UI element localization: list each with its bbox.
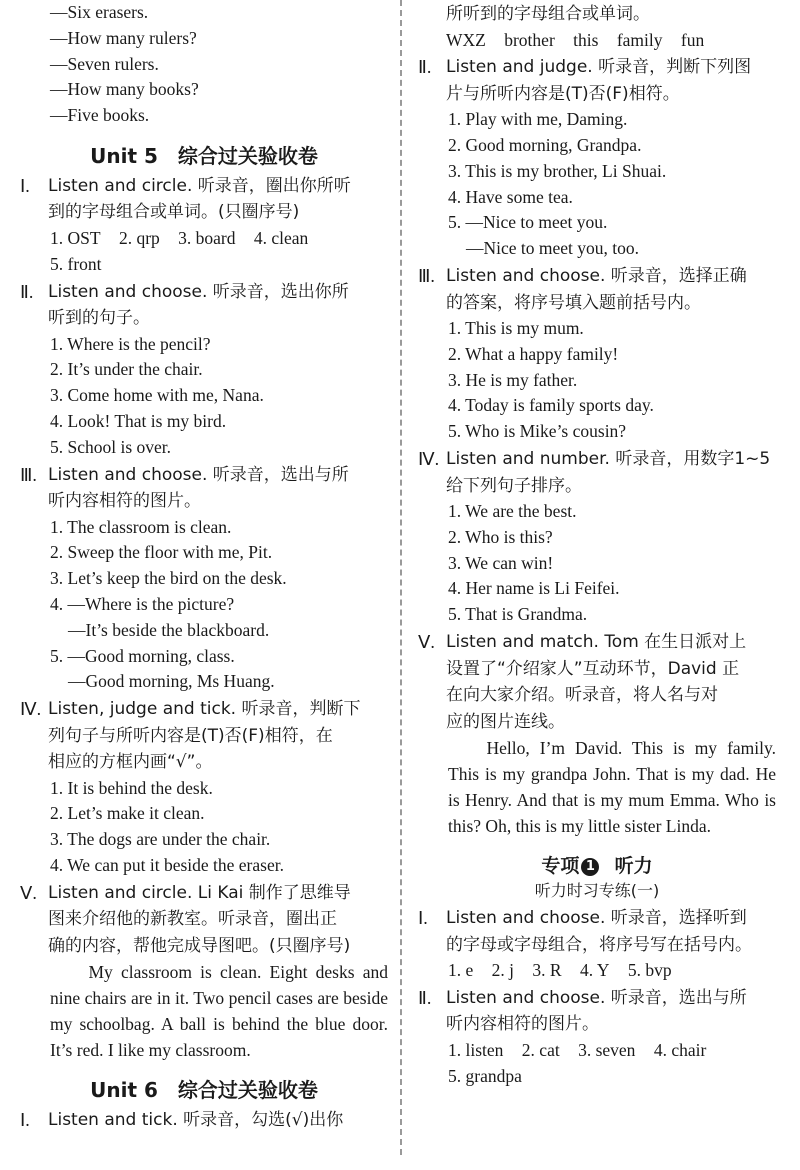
section-heading-cont: 列句子与所听内容是(T)否(F)相符，在 (48, 725, 333, 746)
list-item: 3. This is my brother, Li Shuai. (448, 160, 667, 181)
section-heading-cont: 相应的方框内画“√”。 (48, 752, 213, 773)
listening-passage (418, 735, 776, 839)
section-heading: Listen and choose. 听录音，选择正确 (446, 266, 747, 287)
section-heading: Listen and choose. 听录音，选出与所 (446, 987, 747, 1008)
list-item: 4. We can put it beside the eraser. (50, 855, 284, 876)
answer-item: 2. cat (521, 1039, 560, 1060)
section-heading: Listen and number. 听录音，用数字1~5 (446, 449, 771, 470)
section-number: Ⅰ. (20, 1110, 30, 1131)
list-item: 1. This is my mum. (448, 318, 584, 339)
dialogue-line: —Five books. (50, 105, 150, 126)
section-number: Ⅱ. (418, 57, 432, 78)
unit5-section-1 (20, 173, 388, 278)
dialogue-line: —Six erasers. (50, 2, 149, 22)
list-item: 2. It’s under the chair. (50, 359, 203, 380)
section-heading: Listen and choose. 听录音，选择听到 (446, 908, 747, 929)
answer-row (418, 958, 776, 984)
section-heading-cont: 的答案，将序号填入题前括号内。 (446, 292, 701, 313)
unit5-section-4 (20, 696, 388, 879)
dialogue-line: —How many books? (50, 79, 199, 100)
list-item: 2. Who is this? (448, 526, 553, 547)
list-item: 4. Her name is Li Feifei. (448, 578, 620, 599)
section-heading-cont: 确的内容，帮他完成导图吧。(只圈序号) (48, 935, 351, 956)
answer-row (20, 226, 388, 252)
answer-item: 1. listen (448, 1039, 504, 1060)
unit6-section-3 (418, 263, 776, 445)
list-item: 3. Come home with me, Nana. (50, 385, 264, 406)
passage-text: Hello, I’m David. This is my family. This is my grandpa John. That is my dad. He is Henry. And that is my mum Emma. Who is this? Oh, this is my little sister Linda. (448, 738, 776, 837)
section-heading: Listen and judge. 听录音，判断下列图 (446, 57, 752, 78)
list-item: 4. Today is family sports day. (448, 395, 654, 416)
dialogue-line: —Seven rulers. (50, 53, 159, 74)
answer-item: 3. seven (578, 1039, 636, 1060)
section-number: Ⅰ. (20, 175, 30, 196)
section-number: Ⅴ. (418, 632, 435, 653)
unit6-title: Unit 6 综合过关验收卷 (90, 1078, 318, 1103)
special-section-1 (418, 905, 776, 984)
section-heading: Listen and circle. Li Kai 制作了思维导 (48, 882, 351, 903)
unit6-section-2 (418, 54, 776, 262)
list-item: 2. Good morning, Grandpa. (448, 135, 642, 156)
answer-item: 4. chair (653, 1039, 707, 1060)
answer-item: 1. OST (50, 227, 101, 248)
list-item: 4. Look! That is my bird. (50, 410, 227, 431)
answer-item: 4. Y (579, 960, 610, 981)
list-item: 1. The classroom is clean. (50, 516, 232, 537)
section-number: Ⅱ. (20, 281, 34, 302)
right-column (418, 0, 776, 1170)
dialogue-continuation (20, 0, 388, 129)
section-number: Ⅰ. (418, 908, 428, 929)
answer-row (20, 252, 388, 278)
list-item: 5. Who is Mike’s cousin? (448, 421, 627, 442)
list-item: 1. We are the best. (448, 501, 577, 522)
left-column (20, 0, 388, 1170)
section-number: Ⅳ. (418, 449, 440, 470)
answer-row (418, 1038, 776, 1064)
list-item: 3. The dogs are under the chair. (50, 829, 271, 850)
section-heading: Listen and choose. 听录音，选出你所 (48, 281, 349, 302)
answer-item: 3. board (178, 227, 236, 248)
section-number: Ⅴ. (20, 882, 37, 903)
list-item: 2. Sweep the floor with me, Pit. (50, 542, 273, 563)
section-heading-cont: 在向大家介绍。听录音，将人名与对 (446, 685, 718, 706)
special-topic-title (418, 853, 776, 879)
section-heading: Listen and tick. 听录音，勾选(√)出你 (48, 1110, 344, 1131)
list-item: —Nice to meet you, too. (466, 238, 640, 259)
section-heading-cont: 的字母或字母组合，将序号写在括号内。 (446, 934, 752, 955)
section-heading-cont: 图来介绍他的新教室。听录音，圈出正 (48, 909, 337, 930)
section-heading-cont: 给下列句子排序。 (446, 475, 582, 496)
list-item: 5. That is Grandma. (448, 604, 588, 625)
unit6-section-1-cont (418, 1, 776, 53)
list-item: 2. Let’s make it clean. (50, 803, 205, 824)
section-heading-cont: 所听到的字母组合或单词。 (446, 4, 650, 24)
answer-item: 1. e (448, 960, 474, 981)
list-item: 4. —Where is the picture? (50, 593, 235, 614)
section-number: Ⅲ. (418, 266, 435, 287)
unit5-title: Unit 5 综合过关验收卷 (90, 143, 318, 168)
list-item: 3. We can win! (448, 552, 554, 573)
list-item: 5. School is over. (50, 436, 172, 457)
unit6-section-1 (20, 1107, 388, 1134)
list-item: 1. Play with me, Daming. (448, 109, 628, 130)
section-heading-cont: 听内容相符的图片。 (446, 1014, 599, 1035)
section-heading-cont: 设置了“介绍家人”互动环节，David 正 (446, 658, 740, 679)
answer-item: 5. grandpa (448, 1065, 522, 1086)
section-heading: Listen and circle. 听录音，圈出你所听 (48, 175, 351, 196)
section-heading: Listen and choose. 听录音，选出与所 (48, 464, 349, 485)
passage-text: My classroom is clean. Eight desks and nine chairs are in it. Two pencil cases are beside my schoolbag. A ball is behind the blue door. It’s red. I like my classroom. (50, 962, 388, 1061)
answer-item: 3. R (532, 960, 562, 981)
unit5-section-2 (20, 279, 388, 461)
answer-item: 4. clean (253, 227, 309, 248)
unit6-section-5 (418, 629, 776, 839)
unit5-section-3 (20, 462, 388, 696)
section-heading-cont: 片与所听内容是(T)否(F)相符。 (446, 83, 680, 104)
answer-item: 5. front (50, 253, 102, 274)
list-item: 4. Have some tea. (448, 186, 573, 207)
section-heading-cont: 到的字母组合或单词。(只圈序号) (48, 202, 300, 223)
section-heading-cont: 听到的句子。 (48, 308, 150, 329)
list-item: 5. —Nice to meet you. (448, 212, 608, 233)
answer-item: this (573, 29, 599, 50)
section-heading: Listen, judge and tick. 听录音，判断下 (48, 699, 361, 720)
list-item: 3. He is my father. (448, 369, 578, 390)
answer-row (418, 28, 776, 54)
answer-item: 5. bvp (627, 960, 672, 981)
special-prefix: 专项 (541, 855, 580, 878)
section-heading: Listen and match. Tom 在生日派对上 (446, 632, 747, 653)
section-heading-cont: 应的图片连线。 (446, 711, 565, 732)
section-number: Ⅳ. (20, 699, 42, 720)
unit6-section-4 (418, 446, 776, 628)
special-section-2 (418, 985, 776, 1090)
listening-passage (20, 959, 388, 1063)
dialogue-line: —How many rulers? (50, 27, 197, 48)
column-divider (400, 0, 402, 1155)
answer-item: 2. j (491, 960, 515, 981)
answer-row (418, 1064, 776, 1090)
unit5-section-5 (20, 880, 388, 1064)
list-item: 2. What a happy family! (448, 343, 619, 364)
answer-item: WXZ (446, 29, 486, 50)
answer-item: fun (680, 29, 705, 50)
circled-number-badge: 1 (581, 858, 599, 876)
section-number: Ⅱ. (418, 987, 432, 1008)
list-item: —It’s beside the blackboard. (68, 619, 270, 640)
section-number: Ⅲ. (20, 464, 37, 485)
list-item: —Good morning, Ms Huang. (68, 671, 275, 692)
list-item: 1. Where is the pencil? (50, 333, 211, 354)
section-heading-cont: 听内容相符的图片。 (48, 491, 201, 512)
list-item: 1. It is behind the desk. (50, 777, 213, 798)
list-item: 5. —Good morning, class. (50, 645, 235, 666)
list-item: 3. Let’s keep the bird on the desk. (50, 568, 287, 589)
special-suffix: 听力 (614, 855, 653, 878)
special-topic-subtitle: 听力时习专练(一) (534, 881, 660, 901)
answer-item: 2. qrp (118, 227, 160, 248)
answer-item: family (616, 29, 663, 50)
answer-item: brother (504, 29, 555, 50)
